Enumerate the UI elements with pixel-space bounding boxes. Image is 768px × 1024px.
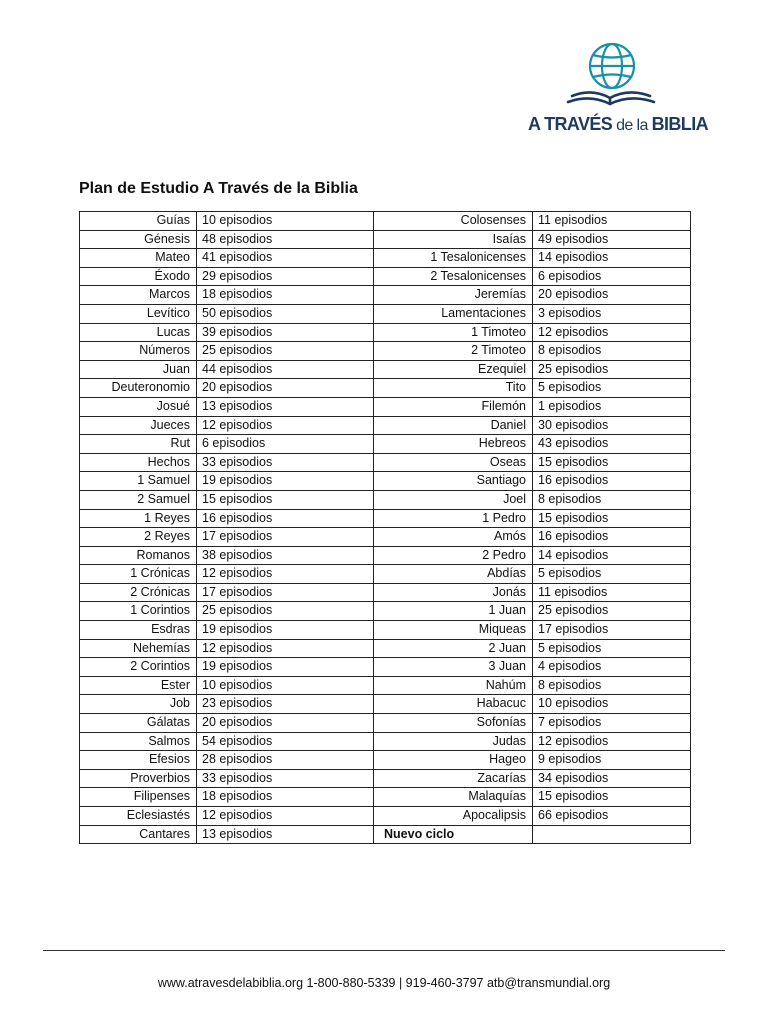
table-row (80, 751, 691, 770)
episode-count: 12 episodios (197, 807, 374, 826)
episode-count: 20 episodios (197, 379, 374, 398)
book-name: Gálatas (80, 714, 197, 733)
book-name: 3 Juan (374, 658, 533, 677)
episode-count: 38 episodios (197, 546, 374, 565)
table-row (80, 230, 691, 249)
table-row (80, 639, 691, 658)
table-row (80, 714, 691, 733)
book-name: Juan (80, 360, 197, 379)
episode-count: 28 episodios (197, 751, 374, 770)
episode-count: 18 episodios (197, 788, 374, 807)
book-name: 1 Juan (374, 602, 533, 621)
episode-count: 7 episodios (533, 714, 691, 733)
episode-count: 10 episodios (197, 676, 374, 695)
book-name: Daniel (374, 416, 533, 435)
book-name: 1 Samuel (80, 472, 197, 491)
book-name: Ester (80, 676, 197, 695)
episode-count: 16 episodios (533, 472, 691, 491)
table-row (80, 286, 691, 305)
book-name: Nehemías (80, 639, 197, 658)
episode-count: 8 episodios (533, 342, 691, 361)
footer-divider (43, 950, 725, 951)
episode-count: 9 episodios (533, 751, 691, 770)
episode-count: 13 episodios (197, 397, 374, 416)
episode-count: 15 episodios (533, 509, 691, 528)
empty-cell (533, 825, 691, 844)
episode-count: 25 episodios (197, 602, 374, 621)
table-row (80, 323, 691, 342)
episode-count: 44 episodios (197, 360, 374, 379)
book-name: Oseas (374, 453, 533, 472)
book-name: Hechos (80, 453, 197, 472)
book-name: Esdras (80, 621, 197, 640)
book-name: Colosenses (374, 212, 533, 231)
episode-count: 17 episodios (533, 621, 691, 640)
book-name: Lamentaciones (374, 304, 533, 323)
table-row (80, 304, 691, 323)
episode-count: 3 episodios (533, 304, 691, 323)
book-name: Habacuc (374, 695, 533, 714)
new-cycle-label: Nuevo ciclo (374, 825, 533, 844)
book-name: Apocalipsis (374, 807, 533, 826)
footer-contact: www.atravesdelabiblia.org 1-800-880-5339 | 919-460-3797 atb@transmundial.org (157, 976, 611, 990)
book-name: Salmos (80, 732, 197, 751)
book-name: Filipenses (80, 788, 197, 807)
book-name: 2 Reyes (80, 528, 197, 547)
book-name: Santiago (374, 472, 533, 491)
book-name: Abdías (374, 565, 533, 584)
table-row (80, 267, 691, 286)
book-name: Génesis (80, 230, 197, 249)
episode-count: 49 episodios (533, 230, 691, 249)
episode-count: 8 episodios (533, 490, 691, 509)
book-name: Jueces (80, 416, 197, 435)
page-title: Plan de Estudio A Través de la Biblia (79, 180, 358, 197)
book-name: Ezequiel (374, 360, 533, 379)
episode-count: 19 episodios (197, 472, 374, 491)
book-name: Sofonías (374, 714, 533, 733)
episode-count: 14 episodios (533, 546, 691, 565)
book-name: Levítico (80, 304, 197, 323)
book-name: Judas (374, 732, 533, 751)
book-name: 2 Timoteo (374, 342, 533, 361)
table-row (80, 249, 691, 268)
episode-count: 12 episodios (533, 323, 691, 342)
episode-count: 43 episodios (533, 435, 691, 454)
episode-count: 6 episodios (197, 435, 374, 454)
book-name: 2 Tesalonicenses (374, 267, 533, 286)
episode-count: 19 episodios (197, 658, 374, 677)
episode-count: 12 episodios (197, 565, 374, 584)
study-plan-table (79, 211, 691, 844)
table-row (80, 769, 691, 788)
table-row (80, 807, 691, 826)
episode-count: 20 episodios (533, 286, 691, 305)
episode-count: 12 episodios (197, 416, 374, 435)
table-row (80, 621, 691, 640)
book-name: Malaquías (374, 788, 533, 807)
episode-count: 16 episodios (533, 528, 691, 547)
episode-count: 5 episodios (533, 565, 691, 584)
table-row (80, 360, 691, 379)
book-name: Josué (80, 397, 197, 416)
table-row (80, 602, 691, 621)
episode-count: 39 episodios (197, 323, 374, 342)
logo-wordmark: A TRAVÉS de la BIBLIA (528, 114, 709, 134)
episode-count: 41 episodios (197, 249, 374, 268)
book-name: 1 Crónicas (80, 565, 197, 584)
book-name: Deuteronomio (80, 379, 197, 398)
episode-count: 30 episodios (533, 416, 691, 435)
book-name: Amós (374, 528, 533, 547)
episode-count: 54 episodios (197, 732, 374, 751)
episode-count: 25 episodios (197, 342, 374, 361)
episode-count: 10 episodios (533, 695, 691, 714)
book-name: Hebreos (374, 435, 533, 454)
table-row (80, 472, 691, 491)
episode-count: 19 episodios (197, 621, 374, 640)
table-row (80, 583, 691, 602)
book-name: 2 Pedro (374, 546, 533, 565)
episode-count: 14 episodios (533, 249, 691, 268)
book-name: Tito (374, 379, 533, 398)
episode-count: 12 episodios (197, 639, 374, 658)
episode-count: 4 episodios (533, 658, 691, 677)
book-name: Éxodo (80, 267, 197, 286)
table-row (80, 732, 691, 751)
episode-count: 15 episodios (533, 453, 691, 472)
table-row (80, 565, 691, 584)
table-row (80, 490, 691, 509)
book-name: Mateo (80, 249, 197, 268)
book-name: 2 Corintios (80, 658, 197, 677)
episode-count: 16 episodios (197, 509, 374, 528)
table-row (80, 379, 691, 398)
atb-logo (526, 38, 709, 142)
book-name: Números (80, 342, 197, 361)
table-row (80, 342, 691, 361)
book-name: Guías (80, 212, 197, 231)
book-name: 2 Juan (374, 639, 533, 658)
book-name: 1 Corintios (80, 602, 197, 621)
book-name: Joel (374, 490, 533, 509)
book-name: 1 Tesalonicenses (374, 249, 533, 268)
episode-count: 12 episodios (533, 732, 691, 751)
episode-count: 29 episodios (197, 267, 374, 286)
episode-count: 20 episodios (197, 714, 374, 733)
book-name: Nahúm (374, 676, 533, 695)
book-name: Isaías (374, 230, 533, 249)
table-row (80, 676, 691, 695)
book-name: Cantares (80, 825, 197, 844)
book-name: 1 Pedro (374, 509, 533, 528)
episode-count: 8 episodios (533, 676, 691, 695)
episode-count: 1 episodios (533, 397, 691, 416)
episode-count: 34 episodios (533, 769, 691, 788)
episode-count: 48 episodios (197, 230, 374, 249)
episode-count: 17 episodios (197, 583, 374, 602)
book-name: 2 Samuel (80, 490, 197, 509)
episode-count: 25 episodios (533, 360, 691, 379)
book-name: Proverbios (80, 769, 197, 788)
table-row (80, 397, 691, 416)
table-row (80, 509, 691, 528)
episode-count: 5 episodios (533, 379, 691, 398)
episode-count: 11 episodios (533, 583, 691, 602)
book-name: Marcos (80, 286, 197, 305)
table-row (80, 695, 691, 714)
episode-count: 11 episodios (533, 212, 691, 231)
book-name: Zacarías (374, 769, 533, 788)
episode-count: 66 episodios (533, 807, 691, 826)
episode-count: 18 episodios (197, 286, 374, 305)
episode-count: 33 episodios (197, 769, 374, 788)
episode-count: 15 episodios (197, 490, 374, 509)
book-name: Miqueas (374, 621, 533, 640)
book-name: 1 Reyes (80, 509, 197, 528)
episode-count: 5 episodios (533, 639, 691, 658)
episode-count: 23 episodios (197, 695, 374, 714)
book-name: Filemón (374, 397, 533, 416)
table-row (80, 788, 691, 807)
book-name: 1 Timoteo (374, 323, 533, 342)
table-row (80, 453, 691, 472)
table-row (80, 528, 691, 547)
episode-count: 6 episodios (533, 267, 691, 286)
table-row (80, 825, 691, 844)
episode-count: 17 episodios (197, 528, 374, 547)
book-name: 2 Crónicas (80, 583, 197, 602)
episode-count: 10 episodios (197, 212, 374, 231)
book-name: Efesios (80, 751, 197, 770)
episode-count: 13 episodios (197, 825, 374, 844)
globe-book-icon (562, 38, 658, 110)
book-name: Lucas (80, 323, 197, 342)
book-name: Romanos (80, 546, 197, 565)
table-row (80, 658, 691, 677)
table-row (80, 416, 691, 435)
episode-count: 25 episodios (533, 602, 691, 621)
table-row (80, 435, 691, 454)
episode-count: 33 episodios (197, 453, 374, 472)
episode-count: 15 episodios (533, 788, 691, 807)
book-name: Jeremías (374, 286, 533, 305)
table-row (80, 212, 691, 231)
book-name: Job (80, 695, 197, 714)
episode-count: 50 episodios (197, 304, 374, 323)
book-name: Eclesiastés (80, 807, 197, 826)
book-name: Hageo (374, 751, 533, 770)
book-name: Rut (80, 435, 197, 454)
table-row (80, 546, 691, 565)
book-name: Jonás (374, 583, 533, 602)
